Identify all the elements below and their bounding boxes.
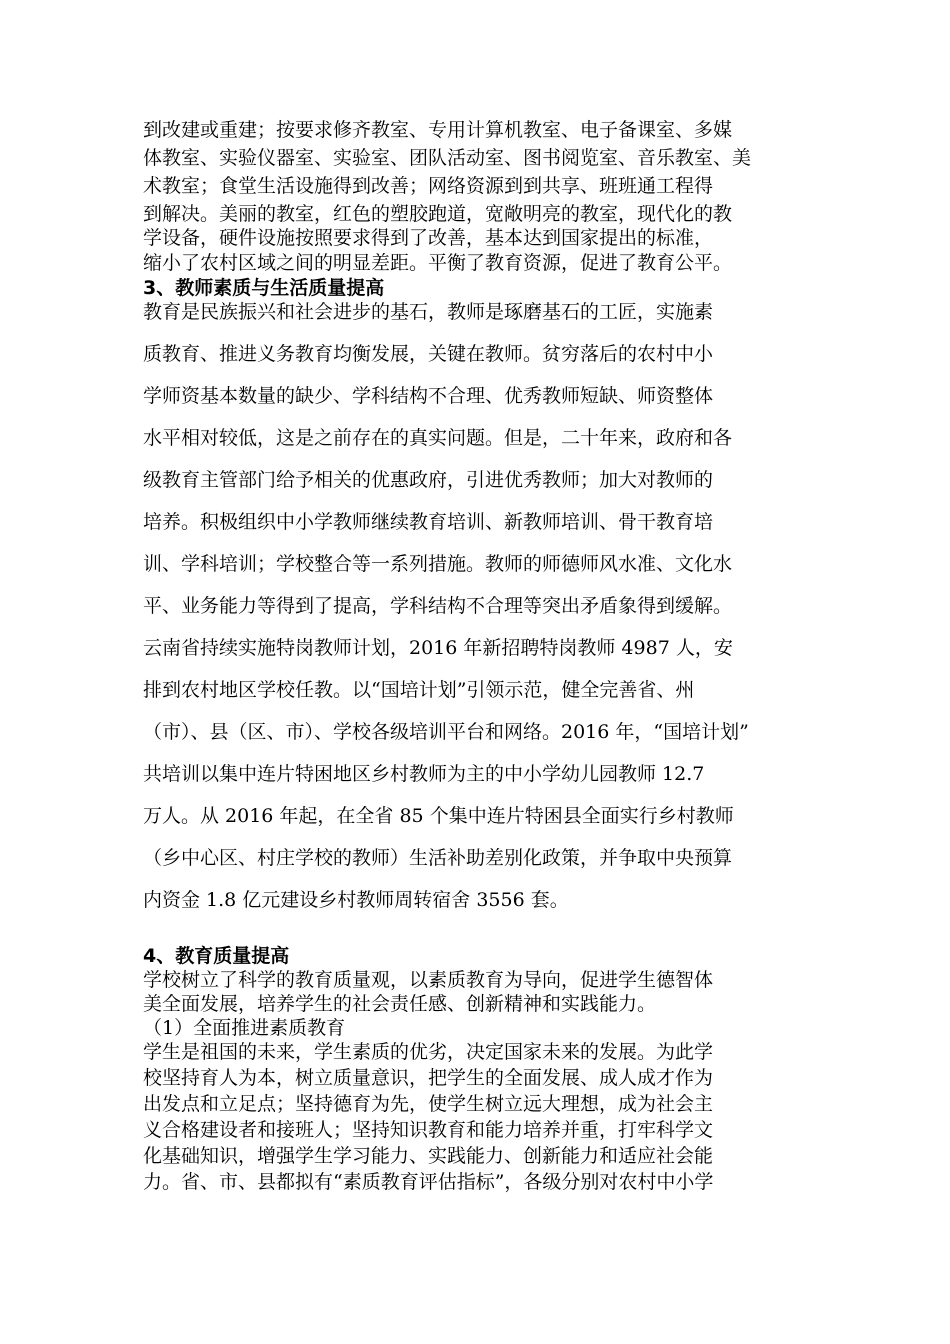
paragraph-line: 学生是祖国的未来，学生素质的优劣，决定国家未来的发展。为此学 [143,1041,714,1063]
paragraph-line: 美全面发展，培养学生的社会责任感、创新精神和实践能力。 [143,993,657,1015]
paragraph-line: 共培训以集中连片特困地区乡村教师为主的中小学幼儿园教师 12.7 [143,763,705,785]
section-heading: 3、教师素质与生活质量提高 [143,277,385,299]
paragraph-line: 水平相对较低，这是之前存在的真实问题。但是，二十年来，政府和各 [143,427,733,449]
paragraph-line: 平、业务能力等得到了提高，学科结构不合理等突出矛盾象得到缓解。 [143,595,733,617]
paragraph-line: 缩小了农村区域之间的明显差距。平衡了教育资源，促进了教育公平。 [143,252,733,274]
paragraph-line: 到解决。美丽的教室，红色的塑胶跑道，宽敞明亮的教室，现代化的教 [143,203,733,225]
paragraph-line: 学设备，硬件设施按照要求得到了改善，基本达到国家提出的标准， [143,227,714,249]
paragraph-line: 排到农村地区学校任教。以“国培计划”引领示范，健全完善省、州 [143,679,695,701]
paragraph-line: 训、学科培训；学校整合等一系列措施。教师的师德师风水准、文化水 [143,553,733,575]
paragraph-line: 万人。从 2016 年起，在全省 85 个集中连片特困县全面实行乡村教师 [143,805,734,827]
paragraph-line: 学校树立了科学的教育质量观，以素质教育为导向，促进学生德智体 [143,969,714,991]
paragraph-line: 培养。积极组织中小学教师继续教育培训、新教师培训、骨干教育培 [143,511,714,533]
paragraph-line: 教育是民族振兴和社会进步的基石，教师是琢磨基石的工匠，实施素 [143,301,714,323]
paragraph-line: 体教室、实验仪器室、实验室、团队活动室、图书阅览室、音乐教室、美 [143,147,752,169]
paragraph-line: 力。省、市、县都拟有“素质教育评估指标”，各级分别对农村中小学 [143,1171,714,1193]
paragraph-line: 到改建或重建；按要求修齐教室、专用计算机教室、电子备课室、多媒 [143,119,733,141]
paragraph-line: 术教室；食堂生活设施得到改善；网络资源到到共享、班班通工程得 [143,175,714,197]
paragraph-line: 学师资基本数量的缺少、学科结构不合理、优秀教师短缺、师资整体 [143,385,714,407]
paragraph-line: 义合格建设者和接班人；坚持知识教育和能力培养并重，打牢科学文 [143,1119,714,1141]
paragraph-line: 云南省持续实施特岗教师计划，2016 年新招聘特岗教师 4987 人，安 [143,637,733,659]
section-heading: 4、教育质量提高 [143,945,290,967]
subsection-heading: （1）全面推进素质教育 [143,1017,346,1039]
paragraph-line: 内资金 1.8 亿元建设乡村教师周转宿舍 3556 套。 [143,889,569,911]
paragraph-line: 出发点和立足点；坚持德育为先，使学生树立远大理想，成为社会主 [143,1093,714,1115]
paragraph-line: （乡中心区、村庄学校的教师）生活补助差别化政策，并争取中央预算 [143,847,733,869]
paragraph-line: 化基础知识，增强学生学习能力、实践能力、创新能力和适应社会能 [143,1145,714,1167]
paragraph-line: 级教育主管部门给予相关的优惠政府，引进优秀教师；加大对教师的 [143,469,714,491]
paragraph-line: 质教育、推进义务教育均衡发展，关键在教师。贫穷落后的农村中小 [143,343,714,365]
paragraph-line: （市）、县（区、市）、学校各级培训平台和网络。2016 年，“国培计划” [143,721,749,743]
paragraph-line: 校坚持育人为本，树立质量意识，把学生的全面发展、成人成才作为 [143,1067,714,1089]
